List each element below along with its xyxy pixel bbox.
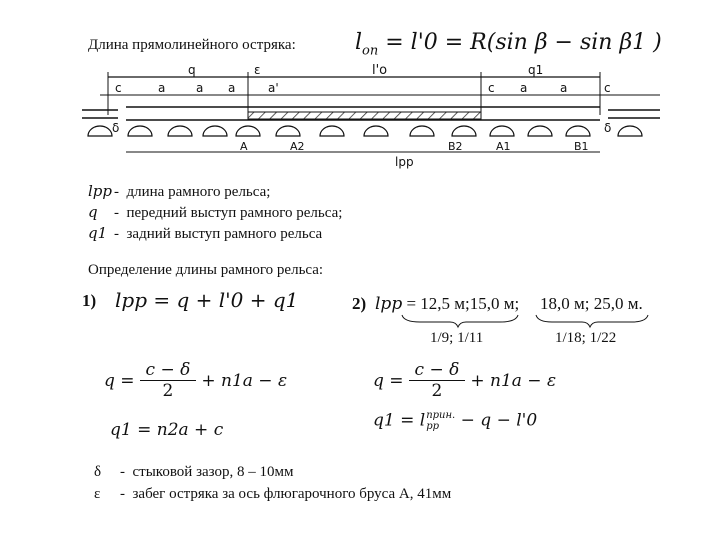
method1-q-numerator: c − δ	[145, 360, 191, 380]
label-a: a	[158, 81, 166, 95]
note-dash: -	[120, 486, 125, 502]
label-lpp: lpp	[395, 155, 414, 169]
definition-symbol: q	[88, 203, 98, 221]
definition-text: передний выступ рамного рельса;	[126, 205, 343, 221]
definition-symbol: q1	[88, 224, 108, 242]
method1-number: 1)	[82, 291, 97, 310]
label-a-prime: a'	[268, 81, 279, 95]
method2-values-a: = 12,5 м;15,0 м;	[406, 294, 520, 313]
label-a: a	[520, 81, 528, 95]
definition-dash: -	[114, 226, 119, 242]
method2-q1-sub: pp	[426, 421, 439, 432]
label-delta-left: δ	[112, 121, 120, 135]
label-a: a	[560, 81, 568, 95]
switch-diagram	[0, 60, 720, 170]
brace-left	[402, 315, 518, 327]
note-symbol: ε	[94, 486, 101, 502]
method1-q-formula: q = c − δ 2 + n1a − ε	[104, 360, 288, 401]
switch-blade-hatched	[248, 112, 481, 119]
note-dash: -	[120, 464, 125, 480]
method2-values-b: 18,0 м; 25,0 м.	[540, 294, 643, 313]
label-q: q	[188, 63, 196, 77]
definition-text: задний выступ рамного рельса	[126, 226, 323, 242]
label-q1: q1	[528, 63, 544, 77]
header-formula-lhs: l	[355, 30, 363, 55]
method2-ratio-b: 1/18; 1/22	[555, 330, 617, 346]
note-item	[94, 486, 451, 503]
method1-q-tail: + n1a − ε	[201, 370, 288, 391]
label-B2: B2	[448, 140, 463, 153]
method1-q1-formula: q1 = n2a + c	[110, 420, 224, 440]
method2-q1-sup: прин.	[426, 410, 456, 421]
method2-number: 2)	[352, 294, 367, 313]
section-title: Определение длины рамного рельса:	[88, 262, 324, 278]
label-A: A	[240, 140, 248, 153]
label-a: a	[228, 81, 236, 95]
label-A2: A2	[290, 140, 305, 153]
header-title: Длина прямолинейного остряка:	[88, 37, 296, 53]
definition-item	[88, 182, 270, 201]
method2-q-numerator: c − δ	[414, 360, 460, 380]
note-item	[94, 464, 293, 481]
method2-ratio-a: 1/9; 1/11	[430, 330, 484, 346]
header-formula-rhs: = l'0 = R(sin β − sin β1 )	[385, 30, 662, 55]
definition-dash: -	[114, 184, 119, 200]
method2-q1-tail: − q − l'0	[460, 410, 538, 431]
definition-item	[88, 203, 342, 222]
note-text: забег остряка за ось флюгарочного бруса А, 41мм	[132, 486, 452, 502]
label-delta-right: δ	[604, 121, 612, 135]
label-c: c	[604, 81, 611, 95]
label-a: a	[196, 81, 204, 95]
label-A1: A1	[496, 140, 511, 153]
definition-dash: -	[114, 205, 119, 221]
method1-q-denominator: 2	[162, 381, 174, 401]
note-symbol: δ	[94, 464, 102, 480]
method2-q-denominator: 2	[431, 381, 443, 401]
definition-item	[88, 224, 322, 243]
method2-lpp: lpp	[375, 294, 403, 314]
method2-q-formula: q = c − δ 2 + n1a − ε	[373, 360, 557, 401]
note-text: стыковой зазор, 8 – 10мм	[132, 464, 294, 480]
header-formula-lhs-sub: on	[362, 43, 379, 59]
brace-right	[536, 315, 648, 327]
method2-q1-formula	[373, 410, 537, 432]
definition-symbol: lpp	[88, 182, 113, 200]
label-c: c	[488, 81, 495, 95]
method2-q-tail: + n1a − ε	[470, 370, 557, 391]
label-B1: B1	[574, 140, 589, 153]
sleepers	[88, 126, 642, 136]
definition-text: длина рамного рельса;	[126, 184, 271, 200]
header-formula	[355, 30, 662, 58]
method1-formula: lpp = q + l'0 + q1	[115, 288, 299, 312]
braces	[390, 313, 660, 329]
label-eps: ε	[254, 63, 261, 77]
method2-q1-lhs: q1 = l	[373, 410, 426, 431]
label-l0: l'o	[372, 63, 388, 78]
method2-values-line	[375, 294, 519, 314]
label-c: c	[115, 81, 122, 95]
